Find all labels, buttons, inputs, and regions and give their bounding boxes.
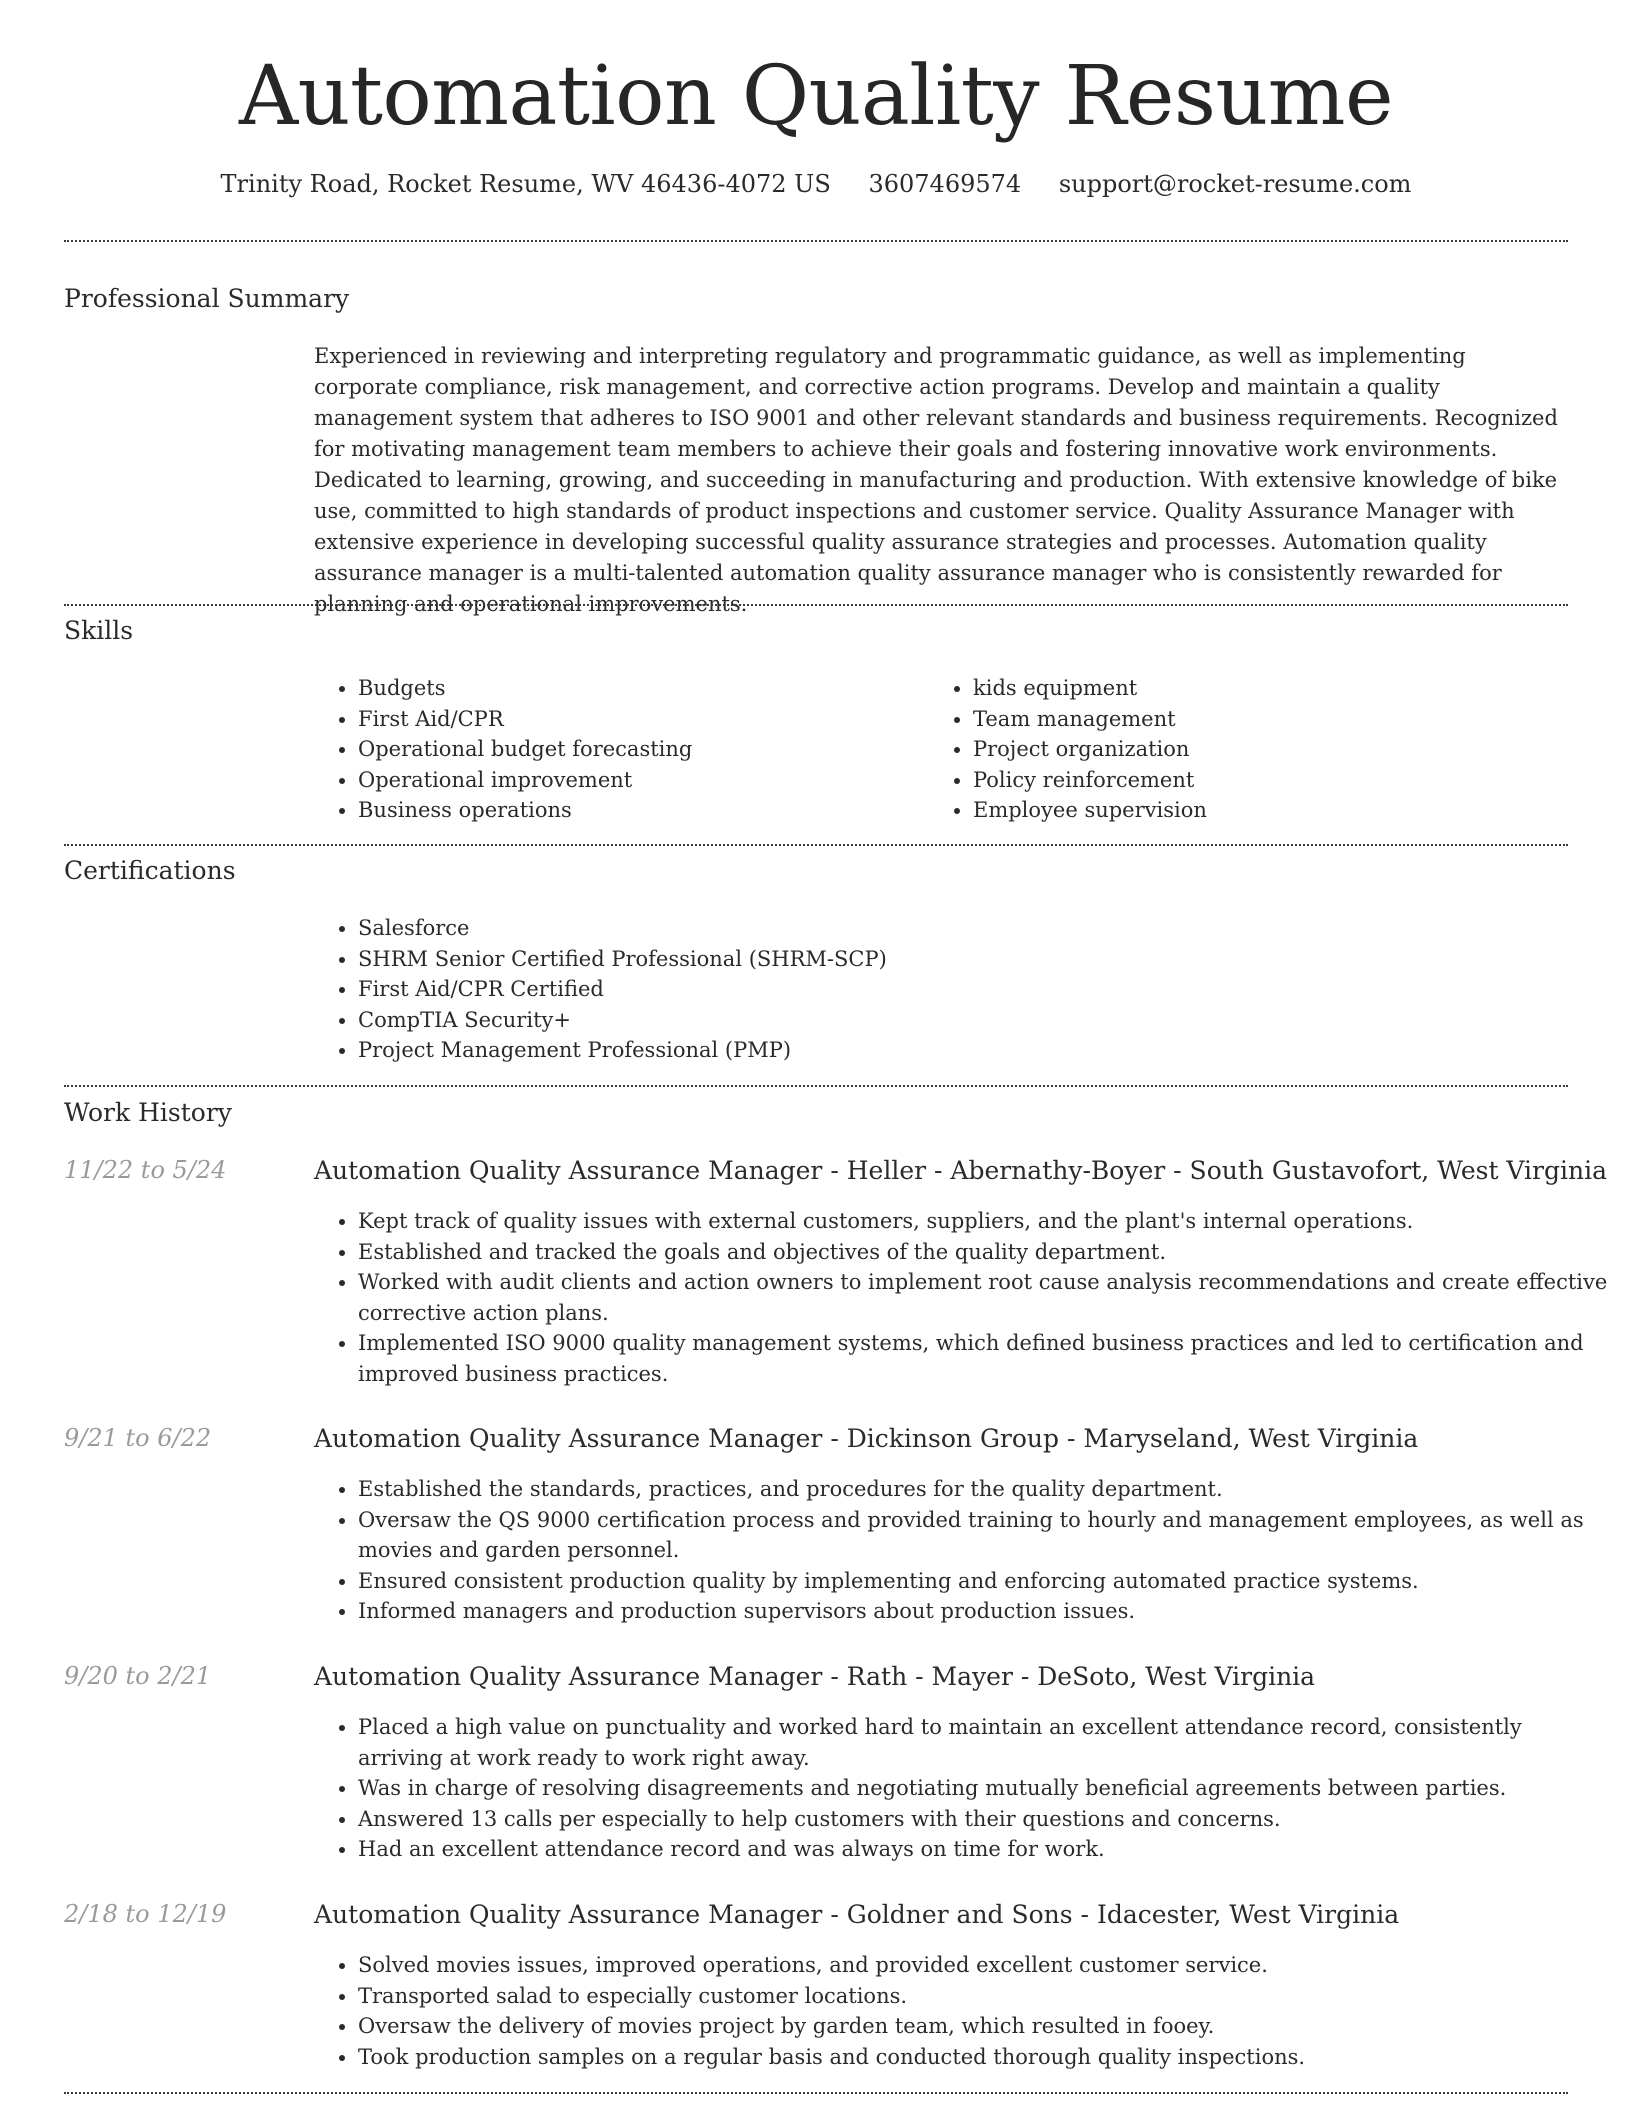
list-item: • Project organization xyxy=(973,734,1533,765)
list-item: • Established and tracked the goals and objectives of the quality department. xyxy=(358,1237,1608,1268)
job-dates: 2/18 to 12/19 xyxy=(64,1900,227,1928)
job-bullets xyxy=(314,1712,1608,1865)
list-item: • Answered 13 calls per especially to help customers with their questions and concerns. xyxy=(358,1804,1608,1835)
contact-email[interactable]: support@rocket-resume.com xyxy=(1058,170,1412,198)
list-item: • Transported salad to especially customer locations. xyxy=(358,1981,1608,2012)
list-item: • Oversaw the QS 9000 certification process and provided training to hourly and management employees, as well as movies and garden personnel. xyxy=(358,1505,1608,1566)
list-item: • Was in charge of resolving disagreements and negotiating mutually beneficial agreements between parties. xyxy=(358,1773,1608,1804)
job-bullets xyxy=(314,1474,1608,1627)
contact-phone: 3607469574 xyxy=(868,170,1022,198)
list-item: • Kept track of quality issues with external customers, suppliers, and the plant's internal operations. xyxy=(358,1206,1608,1237)
job-title: Automation Quality Assurance Manager - Goldner and Sons - Idacester, West Virginia xyxy=(314,1900,1400,1929)
skills-heading: Skills xyxy=(64,616,134,645)
job-dates: 11/22 to 5/24 xyxy=(64,1156,227,1184)
section-divider xyxy=(64,240,1568,242)
job-dates: 9/21 to 6/22 xyxy=(64,1424,212,1452)
list-item: • Operational improvement xyxy=(358,765,918,796)
list-item: • Ensured consistent production quality by implementing and enforcing automated practice systems. xyxy=(358,1566,1608,1597)
resume-name: Automation Quality Resume xyxy=(238,49,1394,144)
list-item: • Employee supervision xyxy=(973,795,1533,826)
list-item: • Team management xyxy=(973,704,1533,735)
list-item: • Implemented ISO 9000 quality management systems, which defined business practices and led to certification and improved business practices. xyxy=(358,1328,1608,1389)
list-item: • First Aid/CPR Certified xyxy=(358,974,1558,1005)
list-item: • Budgets xyxy=(358,673,918,704)
list-item: • Business operations xyxy=(358,795,918,826)
job-bullets xyxy=(314,1206,1608,1389)
work-history-heading: Work History xyxy=(64,1098,232,1127)
summary-heading: Professional Summary xyxy=(64,284,350,313)
section-divider xyxy=(64,604,1568,606)
list-item: • Informed managers and production supervisors about production issues. xyxy=(358,1596,1608,1627)
list-item: • Policy reinforcement xyxy=(973,765,1533,796)
skills-list-left xyxy=(314,673,918,826)
list-item: • Established the standards, practices, and procedures for the quality department. xyxy=(358,1474,1608,1505)
summary-text: Experienced in reviewing and interpreting regulatory and programmatic guidance, as well as implementing corporate compliance, risk management, and corrective action programs. Develop and maintain a quality management system that adheres to ISO 9001 and other relevant standards and business requirements. Recognized for motivating management team members to achieve their goals and fostering innovative work environments. Dedicated to learning, growing, and succeeding in manufacturing and production. With extensive knowledge of bike use, committed to high standards of product inspections and customer service. Quality Assurance Manager with extensive experience in developing successful quality assurance strategies and processes. Automation quality assurance manager is a multi-talented automation quality assurance manager who is consistently rewarded for planning and operational improvements. xyxy=(314,344,1558,616)
section-divider xyxy=(64,844,1568,846)
list-item: • Took production samples on a regular basis and conducted thorough quality inspections. xyxy=(358,2042,1608,2073)
contact-address: Trinity Road, Rocket Resume, WV 46436-4072 US xyxy=(220,170,831,198)
section-divider xyxy=(64,1085,1568,1087)
job-dates: 9/20 to 2/21 xyxy=(64,1662,212,1690)
job-title: Automation Quality Assurance Manager - Dickinson Group - Maryseland, West Virginia xyxy=(314,1424,1419,1453)
job-bullets xyxy=(314,1950,1608,2072)
contact-line xyxy=(0,170,1632,198)
job-title: Automation Quality Assurance Manager - Rath - Mayer - DeSoto, West Virginia xyxy=(314,1662,1316,1691)
list-item: • Salesforce xyxy=(358,913,1558,944)
list-item: • Placed a high value on punctuality and worked hard to maintain an excellent attendance record, consistently arriving at work ready to work right away. xyxy=(358,1712,1608,1773)
list-item: • Had an excellent attendance record and was always on time for work. xyxy=(358,1834,1608,1865)
job-title: Automation Quality Assurance Manager - Heller - Abernathy-Boyer - South Gustavofort, West Virginia xyxy=(314,1156,1607,1185)
list-item: • Project Management Professional (PMP) xyxy=(358,1035,1558,1066)
list-item: • CompTIA Security+ xyxy=(358,1005,1558,1036)
list-item: • First Aid/CPR xyxy=(358,704,918,735)
list-item: • Solved movies issues, improved operations, and provided excellent customer service. xyxy=(358,1950,1608,1981)
skills-list-right xyxy=(929,673,1533,826)
list-item: • Worked with audit clients and action owners to implement root cause analysis recommendations and create effective corrective action plans. xyxy=(358,1267,1608,1328)
list-item: • Oversaw the delivery of movies project by garden team, which resulted in fooey. xyxy=(358,2011,1608,2042)
list-item: • Operational budget forecasting xyxy=(358,734,918,765)
certifications-list xyxy=(314,913,1558,1066)
section-divider xyxy=(64,2092,1568,2094)
list-item: • SHRM Senior Certified Professional (SHRM-SCP) xyxy=(358,944,1558,975)
list-item: • kids equipment xyxy=(973,673,1533,704)
certifications-heading: Certifications xyxy=(64,856,236,885)
